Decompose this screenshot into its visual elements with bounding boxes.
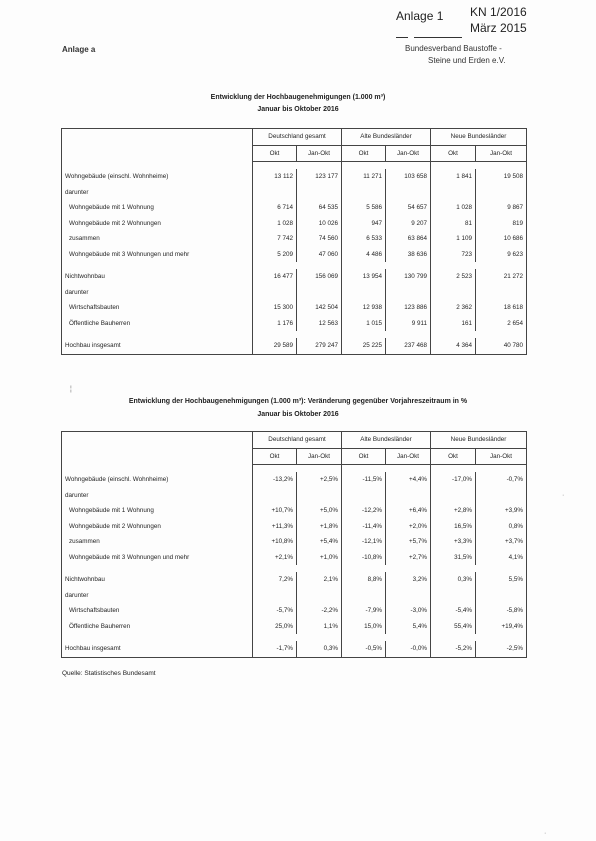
value-cell: +5,4% <box>297 534 342 550</box>
row-label: darunter <box>62 588 253 604</box>
column-group-header: Deutschland gesamt <box>253 432 342 449</box>
spacer-cell <box>253 565 297 572</box>
spacer-cell <box>253 465 297 473</box>
value-cell: 12 938 <box>342 300 386 316</box>
value-cell: 279 247 <box>297 338 342 354</box>
column-header: Okt <box>342 145 386 162</box>
row-label: Wohngebäude mit 3 Wohnungen und mehr <box>62 550 253 566</box>
row-label: zusammen <box>62 231 253 247</box>
value-cell: +1,0% <box>297 550 342 566</box>
value-cell <box>386 185 431 201</box>
spacer-cell <box>253 162 297 170</box>
signature-line-2 <box>414 37 462 38</box>
value-cell: 130 799 <box>386 269 431 285</box>
spacer-row <box>62 634 527 641</box>
spacer-cell <box>253 262 297 269</box>
value-cell: 0,8% <box>476 519 527 535</box>
value-cell: 15 300 <box>253 300 297 316</box>
spacer-cell <box>386 565 431 572</box>
value-cell: +2,5% <box>297 472 342 488</box>
value-cell: 237 468 <box>386 338 431 354</box>
value-cell: -5,2% <box>431 641 476 657</box>
row-label: darunter <box>62 285 253 301</box>
value-cell: 7 742 <box>253 231 297 247</box>
column-header: Jan-Okt <box>386 145 431 162</box>
value-cell <box>431 285 476 301</box>
spacer-cell <box>476 465 527 473</box>
table-row <box>62 550 527 566</box>
spacer-cell <box>253 331 297 338</box>
value-cell: 819 <box>476 216 527 232</box>
value-cell: 142 504 <box>297 300 342 316</box>
value-cell: +1,8% <box>297 519 342 535</box>
value-cell <box>253 588 297 604</box>
spacer-cell <box>342 331 386 338</box>
value-cell: 4,1% <box>476 550 527 566</box>
row-label: Öffentliche Bauherren <box>62 316 253 332</box>
value-cell <box>297 285 342 301</box>
table-row <box>62 300 527 316</box>
spacer-cell <box>253 634 297 641</box>
value-cell: 123 886 <box>386 300 431 316</box>
spacer-row <box>62 331 527 338</box>
value-cell: -17,0% <box>431 472 476 488</box>
table-row <box>62 603 527 619</box>
value-cell <box>253 488 297 504</box>
value-cell: 9 911 <box>386 316 431 332</box>
value-cell: +3,9% <box>476 503 527 519</box>
spacer-cell <box>476 262 527 269</box>
spacer-cell <box>386 331 431 338</box>
value-cell: -2,5% <box>476 641 527 657</box>
value-cell: 29 589 <box>253 338 297 354</box>
value-cell: 74 560 <box>297 231 342 247</box>
row-label: Wirtschaftsbauten <box>62 300 253 316</box>
spacer-cell <box>431 162 476 170</box>
value-cell: +2,0% <box>386 519 431 535</box>
value-cell: -11,5% <box>342 472 386 488</box>
value-cell: +5,7% <box>386 534 431 550</box>
spacer-cell <box>342 262 386 269</box>
org-line-2: Steine und Erden e.V. <box>428 56 506 65</box>
header-blank-cell <box>62 129 253 146</box>
value-cell <box>342 185 386 201</box>
value-cell <box>431 185 476 201</box>
column-header: Okt <box>342 448 386 465</box>
value-cell: -1,7% <box>253 641 297 657</box>
column-header: Jan-Okt <box>297 448 342 465</box>
table-row <box>62 519 527 535</box>
value-cell: 1 109 <box>431 231 476 247</box>
spacer-cell <box>297 565 342 572</box>
value-cell: 9 207 <box>386 216 431 232</box>
value-cell: 3,2% <box>386 572 431 588</box>
table2-subtitle: Januar bis Oktober 2016 <box>257 411 339 418</box>
spacer-cell <box>342 565 386 572</box>
value-cell: 2 523 <box>431 269 476 285</box>
table-row <box>62 641 527 657</box>
value-cell: 64 535 <box>297 200 342 216</box>
spacer-cell <box>386 634 431 641</box>
spacer-row <box>62 465 527 473</box>
value-cell: 5,4% <box>386 619 431 635</box>
value-cell: +3,3% <box>431 534 476 550</box>
value-cell: +4,4% <box>386 472 431 488</box>
spacer-cell <box>386 262 431 269</box>
value-cell: 63 864 <box>386 231 431 247</box>
table-row <box>62 619 527 635</box>
row-label: darunter <box>62 488 253 504</box>
spacer-cell <box>297 262 342 269</box>
spacer-cell <box>62 162 253 170</box>
value-cell: 11 271 <box>342 169 386 185</box>
spacer-row <box>62 162 527 170</box>
value-cell: -5,7% <box>253 603 297 619</box>
value-cell: 1 841 <box>431 169 476 185</box>
value-cell: 10 026 <box>297 216 342 232</box>
value-cell: 0,3% <box>431 572 476 588</box>
table2 <box>61 431 527 658</box>
scan-mark: · <box>544 830 547 837</box>
value-cell: -7,9% <box>342 603 386 619</box>
row-label: Wohngebäude mit 1 Wohnung <box>62 503 253 519</box>
value-cell: 38 636 <box>386 247 431 263</box>
value-cell <box>297 588 342 604</box>
value-cell: 161 <box>431 316 476 332</box>
table-row <box>62 472 527 488</box>
org-line-1: Bundesverband Baustoffe - <box>405 44 502 53</box>
value-cell: 55,4% <box>431 619 476 635</box>
value-cell <box>431 588 476 604</box>
value-cell: 0,3% <box>297 641 342 657</box>
value-cell: 40 780 <box>476 338 527 354</box>
value-cell: 156 069 <box>297 269 342 285</box>
value-cell: 9 867 <box>476 200 527 216</box>
header-blank-cell <box>62 145 253 162</box>
value-cell: 5 209 <box>253 247 297 263</box>
table-row <box>62 488 527 504</box>
spacer-cell <box>386 465 431 473</box>
value-cell: -0,0% <box>386 641 431 657</box>
value-cell: 81 <box>431 216 476 232</box>
column-group-header: Neue Bundesländer <box>431 129 527 146</box>
value-cell: +2,7% <box>386 550 431 566</box>
value-cell: 31,5% <box>431 550 476 566</box>
spacer-cell <box>62 634 253 641</box>
spacer-cell <box>342 162 386 170</box>
spacer-cell <box>297 162 342 170</box>
value-cell <box>386 488 431 504</box>
anlage-a-label: Anlage a <box>62 45 96 54</box>
column-header: Jan-Okt <box>476 448 527 465</box>
value-cell: 9 623 <box>476 247 527 263</box>
table-row <box>62 200 527 216</box>
value-cell <box>297 488 342 504</box>
column-header: Okt <box>431 145 476 162</box>
spacer-cell <box>476 634 527 641</box>
value-cell: +11,3% <box>253 519 297 535</box>
spacer-cell <box>476 565 527 572</box>
table-row <box>62 247 527 263</box>
value-cell: 16 477 <box>253 269 297 285</box>
spacer-cell <box>431 565 476 572</box>
column-header: Jan-Okt <box>476 145 527 162</box>
value-cell: -13,2% <box>253 472 297 488</box>
value-cell <box>476 185 527 201</box>
spacer-cell <box>431 634 476 641</box>
value-cell <box>253 185 297 201</box>
value-cell: 10 686 <box>476 231 527 247</box>
table1-title: Entwicklung der Hochbaugenehmigungen (1.000 m³) <box>210 94 386 101</box>
value-cell: 2 654 <box>476 316 527 332</box>
column-group-header: Neue Bundesländer <box>431 432 527 449</box>
value-cell: -12,1% <box>342 534 386 550</box>
value-cell: 1 015 <box>342 316 386 332</box>
value-cell <box>342 588 386 604</box>
value-cell: -11,4% <box>342 519 386 535</box>
row-label: darunter <box>62 185 253 201</box>
table-row <box>62 316 527 332</box>
spacer-cell <box>297 465 342 473</box>
spacer-cell <box>431 331 476 338</box>
value-cell: 25 225 <box>342 338 386 354</box>
value-cell: 19 508 <box>476 169 527 185</box>
value-cell <box>253 285 297 301</box>
table-subheader-row <box>62 145 527 162</box>
value-cell: 723 <box>431 247 476 263</box>
value-cell: 8,8% <box>342 572 386 588</box>
value-cell: +6,4% <box>386 503 431 519</box>
row-label: Wohngebäude (einschl. Wohnheime) <box>62 472 253 488</box>
header-blank-cell <box>62 448 253 465</box>
column-header: Okt <box>253 448 297 465</box>
spacer-cell <box>476 331 527 338</box>
row-label: Nichtwohnbau <box>62 572 253 588</box>
value-cell: 4 364 <box>431 338 476 354</box>
table2-title: Entwicklung der Hochbaugenehmigungen (1.000 m³): Veränderung gegenüber Vorjahreszeitraum in % <box>128 398 468 405</box>
value-cell <box>297 185 342 201</box>
spacer-cell <box>431 262 476 269</box>
table-row <box>62 216 527 232</box>
spacer-cell <box>297 634 342 641</box>
value-cell: +10,7% <box>253 503 297 519</box>
column-group-header: Alte Bundesländer <box>342 129 431 146</box>
value-cell <box>386 588 431 604</box>
row-label: Öffentliche Bauherren <box>62 619 253 635</box>
value-cell: +10,8% <box>253 534 297 550</box>
row-label: Hochbau insgesamt <box>62 338 253 354</box>
value-cell: 103 658 <box>386 169 431 185</box>
spacer-row <box>62 565 527 572</box>
table-row <box>62 185 527 201</box>
value-cell <box>476 285 527 301</box>
row-label: Wohngebäude mit 3 Wohnungen und mehr <box>62 247 253 263</box>
table-row <box>62 534 527 550</box>
value-cell <box>476 488 527 504</box>
spacer-cell <box>62 262 253 269</box>
column-header: Jan-Okt <box>386 448 431 465</box>
header-date: März 2015 <box>470 21 527 35</box>
value-cell: 1 028 <box>431 200 476 216</box>
table-row <box>62 588 527 604</box>
value-cell: 4 486 <box>342 247 386 263</box>
spacer-cell <box>342 465 386 473</box>
value-cell: 1 176 <box>253 316 297 332</box>
table-group-header-row <box>62 432 527 449</box>
value-cell: -0,5% <box>342 641 386 657</box>
value-cell: 21 272 <box>476 269 527 285</box>
row-label: Hochbau insgesamt <box>62 641 253 657</box>
value-cell: 7,2% <box>253 572 297 588</box>
value-cell <box>342 488 386 504</box>
column-group-header: Alte Bundesländer <box>342 432 431 449</box>
value-cell: -2,2% <box>297 603 342 619</box>
value-cell: 5,5% <box>476 572 527 588</box>
table-row <box>62 269 527 285</box>
value-cell: +3,7% <box>476 534 527 550</box>
value-cell: 1 028 <box>253 216 297 232</box>
row-label: zusammen <box>62 534 253 550</box>
table-row <box>62 503 527 519</box>
value-cell: 16,5% <box>431 519 476 535</box>
value-cell: -3,0% <box>386 603 431 619</box>
value-cell <box>342 285 386 301</box>
column-header: Okt <box>253 145 297 162</box>
value-cell: 123 177 <box>297 169 342 185</box>
value-cell: 13 954 <box>342 269 386 285</box>
value-cell: 18 618 <box>476 300 527 316</box>
value-cell: -10,8% <box>342 550 386 566</box>
value-cell: 947 <box>342 216 386 232</box>
value-cell: -12,2% <box>342 503 386 519</box>
anlage-1-label: Anlage 1 <box>396 9 444 23</box>
spacer-row <box>62 262 527 269</box>
table-group-header-row <box>62 129 527 146</box>
value-cell <box>476 588 527 604</box>
table-row <box>62 285 527 301</box>
value-cell: 12 563 <box>297 316 342 332</box>
value-cell: 15,0% <box>342 619 386 635</box>
table1-subtitle: Januar bis Oktober 2016 <box>257 106 339 113</box>
spacer-cell <box>297 331 342 338</box>
value-cell <box>431 488 476 504</box>
value-cell: +2,1% <box>253 550 297 566</box>
column-group-header: Deutschland gesamt <box>253 129 342 146</box>
spacer-cell <box>62 465 253 473</box>
value-cell: 2,1% <box>297 572 342 588</box>
value-cell: -0,7% <box>476 472 527 488</box>
scan-mark: ¦ <box>70 386 72 393</box>
row-label: Wohngebäude mit 2 Wohnungen <box>62 519 253 535</box>
column-header: Jan-Okt <box>297 145 342 162</box>
table-subheader-row <box>62 448 527 465</box>
value-cell: 54 657 <box>386 200 431 216</box>
spacer-cell <box>476 162 527 170</box>
value-cell: 5 586 <box>342 200 386 216</box>
column-header: Okt <box>431 448 476 465</box>
value-cell: 6 714 <box>253 200 297 216</box>
row-label: Nichtwohnbau <box>62 269 253 285</box>
value-cell: 13 112 <box>253 169 297 185</box>
signature-line-1 <box>396 37 408 38</box>
row-label: Wohngebäude mit 1 Wohnung <box>62 200 253 216</box>
spacer-cell <box>386 162 431 170</box>
value-cell <box>386 285 431 301</box>
value-cell: +5,0% <box>297 503 342 519</box>
value-cell: 25,0% <box>253 619 297 635</box>
table-row <box>62 231 527 247</box>
table-row <box>62 169 527 185</box>
value-cell: +19,4% <box>476 619 527 635</box>
table-row <box>62 572 527 588</box>
value-cell: +2,8% <box>431 503 476 519</box>
spacer-cell <box>431 465 476 473</box>
spacer-cell <box>62 565 253 572</box>
value-cell: -5,4% <box>431 603 476 619</box>
header-blank-cell <box>62 432 253 449</box>
source-note: Quelle: Statistisches Bundesamt <box>62 670 156 677</box>
value-cell: 1,1% <box>297 619 342 635</box>
value-cell: 2 362 <box>431 300 476 316</box>
table-row <box>62 338 527 354</box>
spacer-cell <box>342 634 386 641</box>
row-label: Wohngebäude mit 2 Wohnungen <box>62 216 253 232</box>
table1 <box>61 128 527 355</box>
value-cell: 6 533 <box>342 231 386 247</box>
kn-number: KN 1/2016 <box>470 5 527 19</box>
scan-mark: · <box>562 492 565 499</box>
row-label: Wirtschaftsbauten <box>62 603 253 619</box>
value-cell: -5,8% <box>476 603 527 619</box>
row-label: Wohngebäude (einschl. Wohnheime) <box>62 169 253 185</box>
spacer-cell <box>62 331 253 338</box>
value-cell: 47 060 <box>297 247 342 263</box>
